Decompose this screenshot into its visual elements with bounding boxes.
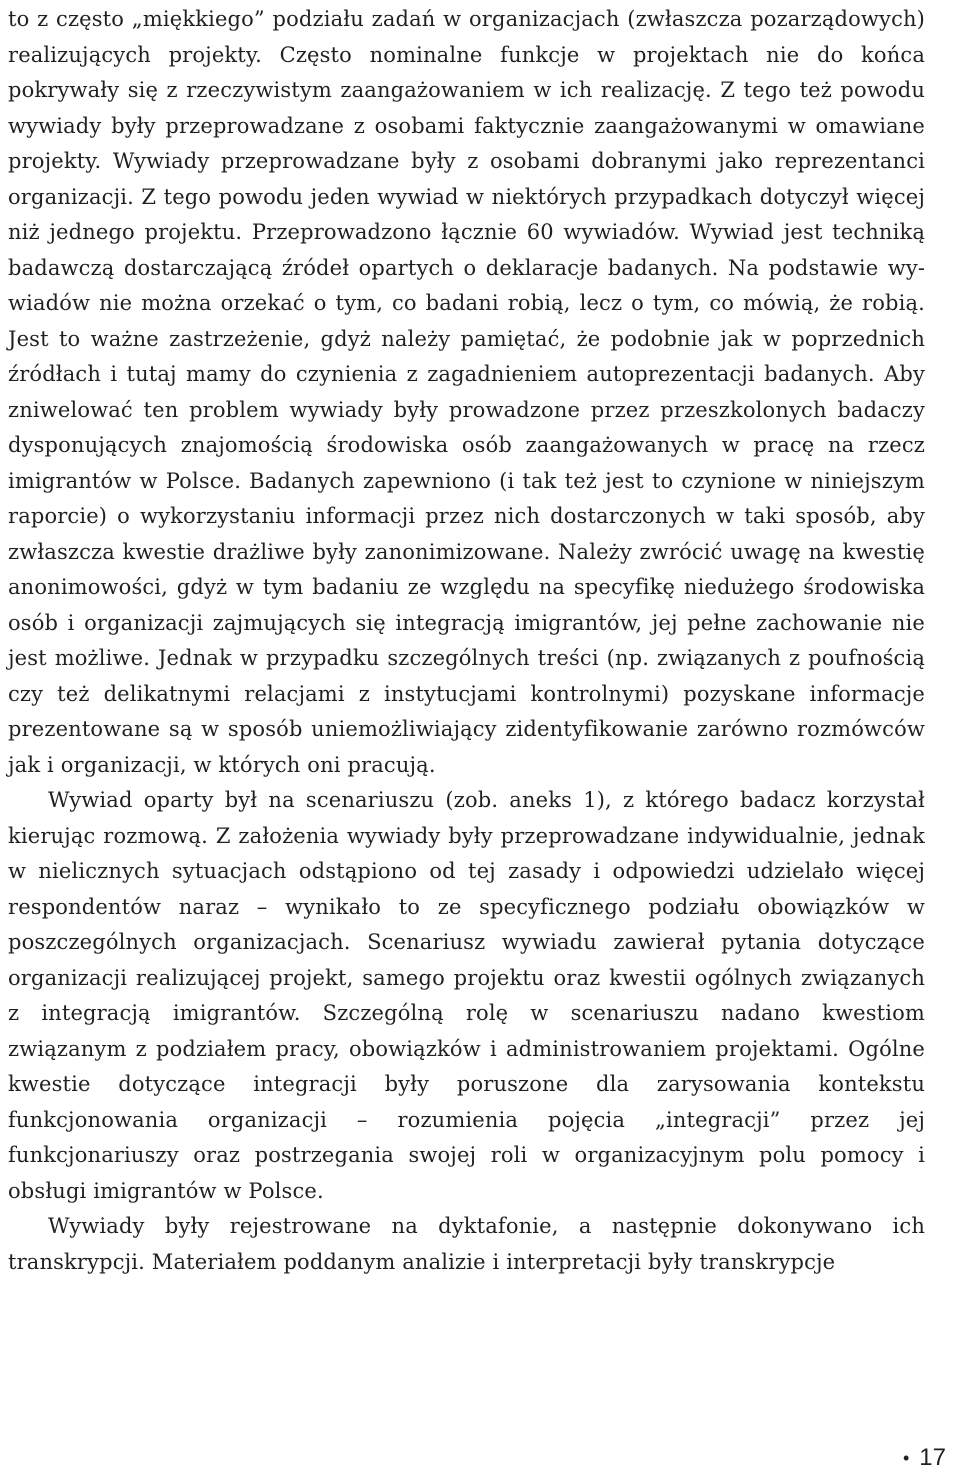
- bullet-icon: •: [902, 1447, 910, 1468]
- page-text-block: [8, 2, 925, 1280]
- page-number: 17: [919, 1444, 946, 1471]
- paragraph-1: to z często „miękkiego” podziału zadań w organizacjach (zwłaszcza pozarządowych) realizujących projekty. Często nominalne funkcje w projektach nie do końca pokrywały się z rzeczywistym zaangażowaniem w ich realizację. Z tego też powodu wywiady były przeprowadzane z osobami faktycznie zaangażowanymi w omawiane projekty. Wywiady przeprowadzane były z osobami dobranymi jako reprezentanci organizacji. Z tego powodu jeden wywiad w niektórych przypadkach dotyczył więcej niż jednego projektu. Przeprowadzono łącznie 60 wywiadów. Wywiad jest techniką badawczą dostarczającą źródeł opartych o deklaracje badanych. Na podstawie wywiadów nie można orzekać o tym, co badani robią, lecz o tym, co mówią, że robią. Jest to ważne zastrzeżenie, gdyż należy pamiętać, że podobnie jak w poprzednich źródłach i tutaj mamy do czynienia z zagadnieniem autoprezentacji badanych. Aby zniwelować ten problem wywiady były prowadzone przez przeszkolonych badaczy dysponujących znajomością środowiska osób zaangażowanych w pracę na rzecz imigrantów w Polsce. Badanych zapewniono (i tak też jest to czynione w niniejszym raporcie) o wykorzystaniu informacji przez nich dostarczonych w taki sposób, aby zwłaszcza kwestie drażliwe były zanonimizowane. Należy zwrócić uwagę na kwestię anonimowości, gdyż w tym badaniu ze względu na specyfikę niedużego środowiska osób i organizacji zajmujących się integracją imigrantów, jej pełne zachowanie nie jest możliwe. Jednak w przypadku szczególnych treści (np. związanych z poufnością czy też delikatnymi relacjami z instytucjami kontrolnymi) pozyskane informacje prezentowane są w sposób uniemożliwiający zidentyfikowanie zarówno rozmówców jak i organizacji, w których oni pracują.: [8, 7, 925, 777]
- paragraph-2: Wywiad oparty był na scenariuszu (zob. aneks 1), z którego badacz korzystał kierując rozmową. Z założenia wywiady były przeprowadzane indywidualnie, jednak w nielicznych sytuacjach odstąpiono od tej zasady i odpowiedzi udzielało więcej respondentów naraz – wynikało to ze specyficznego podziału obowiązków w poszczególnych organizacjach. Scenariusz wywiadu zawierał pytania dotyczące organizacji realizującej projekt, samego projektu oraz kwestii ogólnych związanych z integracją imigrantów. Szczególną rolę w scenariuszu nadano kwestiom związanym z podziałem pracy, obowiązków i administrowaniem projektami. Ogólne kwestie dotyczące integracji były poruszone dla zarysowania kontekstu funkcjonowania organizacji – rozumienia pojęcia „integracji” przez jej funkcjonariuszy oraz postrzegania swojej roli w organizacyjnym polu pomocy i obsługi imigrantów w Polsce.: [8, 788, 925, 1203]
- page-footer: [903, 1444, 946, 1472]
- paragraph-3: Wywiady były rejestrowane na dyktafonie, a następnie dokonywano ich transkrypcji. Materiałem poddanym analizie i interpretacji były transkrypcje: [8, 1214, 925, 1274]
